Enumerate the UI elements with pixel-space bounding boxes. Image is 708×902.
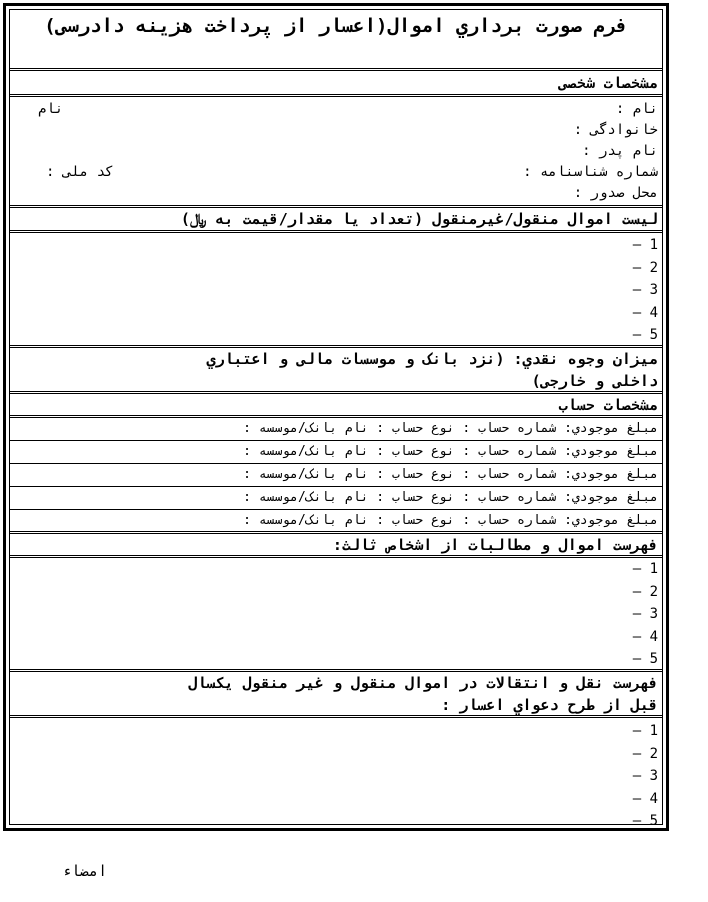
list-item: 5 –: [632, 813, 658, 830]
section-transfers-header-line1: فهرست نقل و انتقالات در اموال منقول و غیر منقول یکسال: [188, 674, 658, 692]
signature-label: امضاء: [62, 862, 108, 880]
divider: [10, 68, 662, 71]
list-item: 1 –: [632, 561, 658, 577]
section-assets-header: لیست اموال منقول/غیرمنقول (تعداد یا مقدار/قیمت به ﷼): [180, 210, 658, 228]
list-item: 3 –: [632, 282, 658, 299]
id-number-row: [10, 162, 662, 183]
father-name-label: نام پدر :: [582, 143, 658, 159]
divider: [10, 94, 662, 97]
divider: [10, 715, 662, 718]
section-cash-header-line2: داخلی و خارجی): [531, 372, 658, 390]
divider: [10, 230, 662, 233]
list-item: 2 –: [632, 583, 658, 600]
form-frame: [3, 3, 669, 831]
account-row: مبلغ موجودي: شماره حساب : نوع حساب : نام بانک/موسسه :: [243, 490, 658, 505]
section-cash-header-line1: میزان وجوه نقدي: (نزد بانک و موسسات مالی و اعتباري: [206, 350, 658, 368]
section-accounts-header: مشخصات حساب: [558, 396, 658, 414]
account-row: مبلغ موجودي: شماره حساب : نوع حساب : نام بانک/موسسه :: [243, 467, 658, 482]
list-item: 4 –: [632, 790, 658, 807]
first-name-label: نام :: [615, 101, 658, 117]
issue-place-label: محل صدور :: [573, 185, 658, 201]
section-personal-header: مشخصات شخصی: [558, 74, 658, 92]
account-row: مبلغ موجودي: شماره حساب : نوع حساب : نام بانک/موسسه :: [243, 444, 658, 459]
section-claims-header: فهرست اموال و مطالبات از اشخاص ثالث:: [332, 536, 658, 554]
surname-label: خانوادگی :: [573, 122, 658, 138]
id-number-label: شماره شناسنامه :: [523, 164, 658, 180]
list-item: 5 –: [632, 651, 658, 668]
form-inner: [9, 9, 663, 830]
account-row: مبلغ موجودي: شماره حساب : نوع حساب : نام بانک/موسسه :: [243, 513, 658, 528]
list-item: 2 –: [632, 259, 658, 276]
list-item: 4 –: [632, 304, 658, 321]
list-item: 3 –: [632, 606, 658, 623]
account-row: مبلغ موجودي: شماره حساب : نوع حساب : نام بانک/موسسه :: [243, 421, 658, 436]
list-item: 5 –: [632, 327, 658, 344]
list-item: 2 –: [632, 745, 658, 762]
first-name-row: [10, 99, 662, 120]
list-item: 3 –: [632, 768, 658, 785]
list-item: 4 –: [632, 628, 658, 645]
list-item: 1 –: [632, 237, 658, 253]
section-transfers-header-line2: قبل از طرح دعواي اعسار :: [441, 696, 658, 714]
form-title: فرم صورت برداري اموال(اعسار از پرداخت هزينه دادرسی): [44, 15, 628, 37]
first-name-label-left: نام: [38, 101, 64, 117]
list-item: 1 –: [632, 723, 658, 739]
national-code-label: کد ملی :: [46, 164, 114, 180]
